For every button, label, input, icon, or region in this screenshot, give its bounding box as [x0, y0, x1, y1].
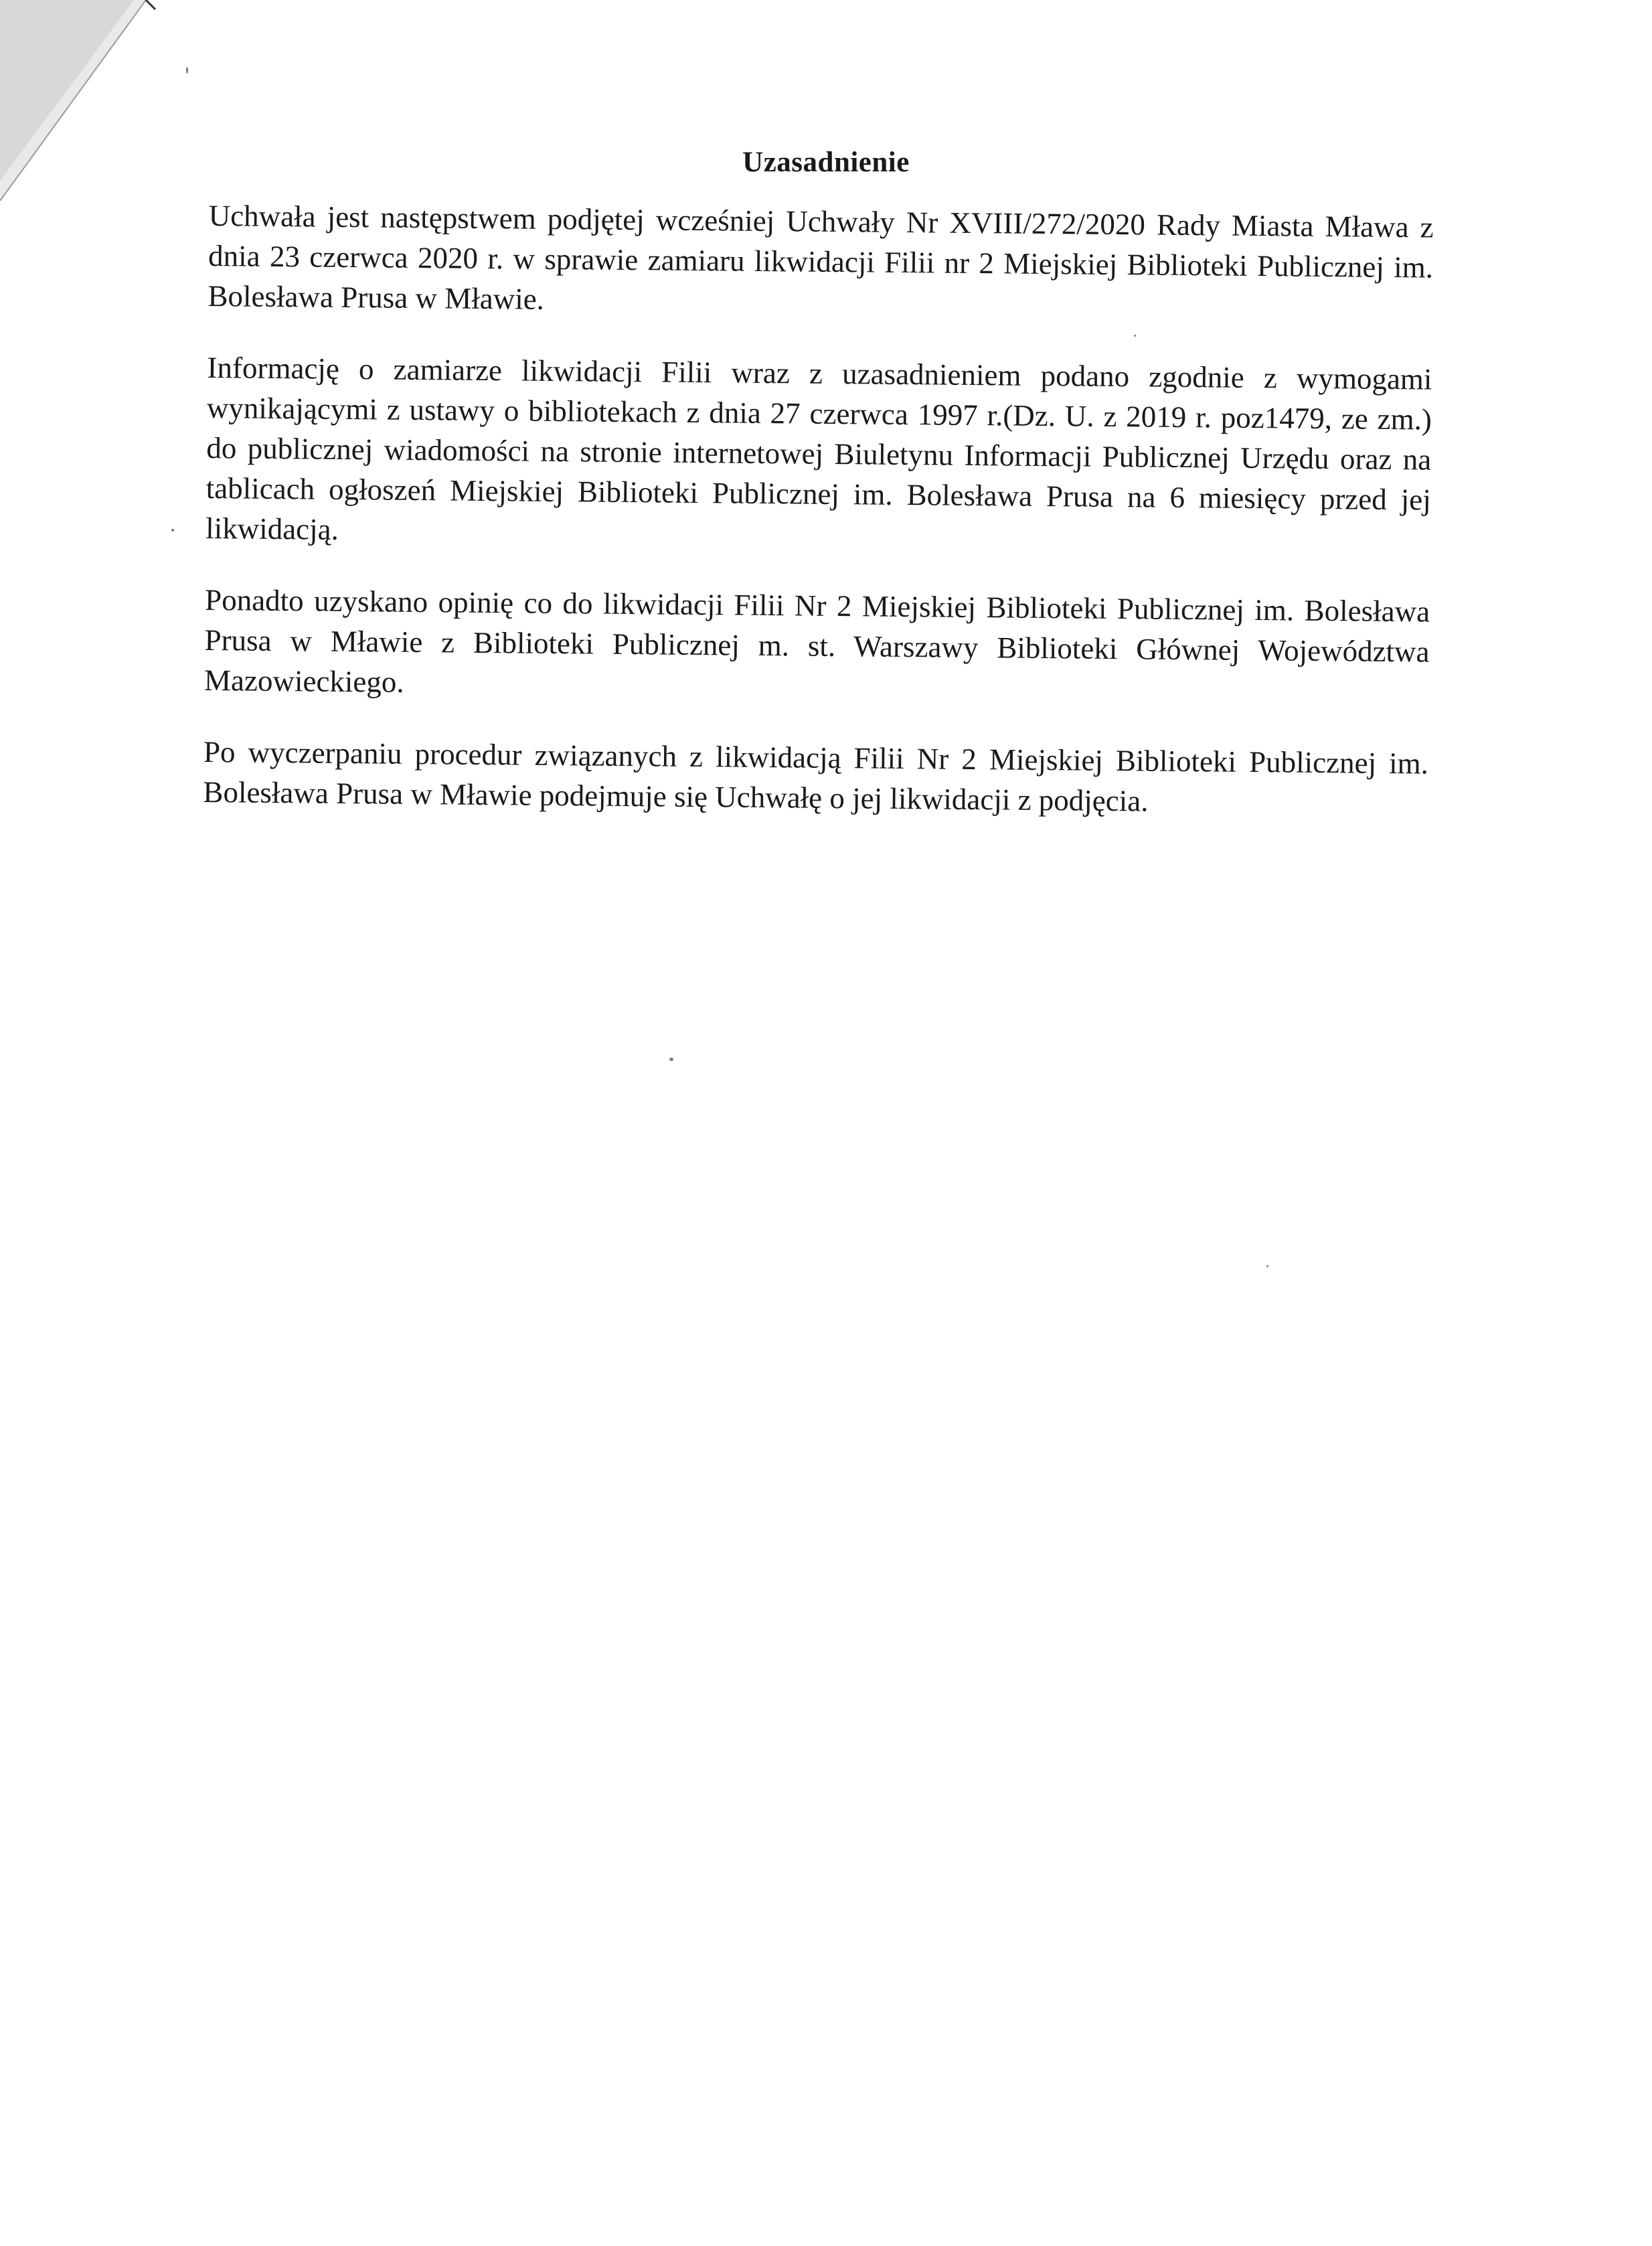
scan-speck [669, 1058, 673, 1061]
paragraph-opinion: Ponadto uzyskano opinię co do likwidacji Filii Nr 2 Miejskiej Biblioteki Publicznej im. Bolesława Prusa w Mławie z Biblioteki Publicznej m. st. Warszawy Biblioteki Głównej Województwa Mazowieckiego. [203, 582, 1430, 699]
scan-speck [186, 67, 188, 74]
paragraph-conclusion: Po wyczerpaniu procedur związanych z likwidacją Filii Nr 2 Miejskiej Biblioteki Publicznej im. Bolesława Prusa w Mławie podejmuje się Uchwałę o jej likwidacji z podjęcia. [203, 734, 1429, 818]
document-title: Uzasadnienie [742, 147, 910, 178]
paragraph-public-notice: Informację o zamiarze likwidacji Filii wraz z uzasadnieniem podano zgodnie z wymogami wynikającymi z ustawy o bibliotekach z dnia 27 czerwca 1997 r.(Dz. U. z 2019 r. poz1479, ze zm.) do publicznej wiadomości na stronie internetowej Biuletynu Informacji Publicznej Urzędu oraz na tablicach ogłoszeń Miejskiej Biblioteki Publicznej im. Bolesława Prusa na 6 miesięcy przed jej likwidacją. [205, 350, 1432, 546]
document-body [203, 195, 1434, 856]
scan-speck [1266, 1265, 1268, 1267]
paragraph-resolution-basis: Uchwała jest następstwem podjętej wcześniej Uchwały Nr XVIII/272/2020 Rady Miasta Mława z dnia 23 czerwca 2020 r. w sprawie zamiaru likwidacji Filii nr 2 Miejskiej Biblioteki Publicznej im. Bolesława Prusa w Mławie. [208, 198, 1434, 316]
scan-speck [171, 529, 174, 532]
